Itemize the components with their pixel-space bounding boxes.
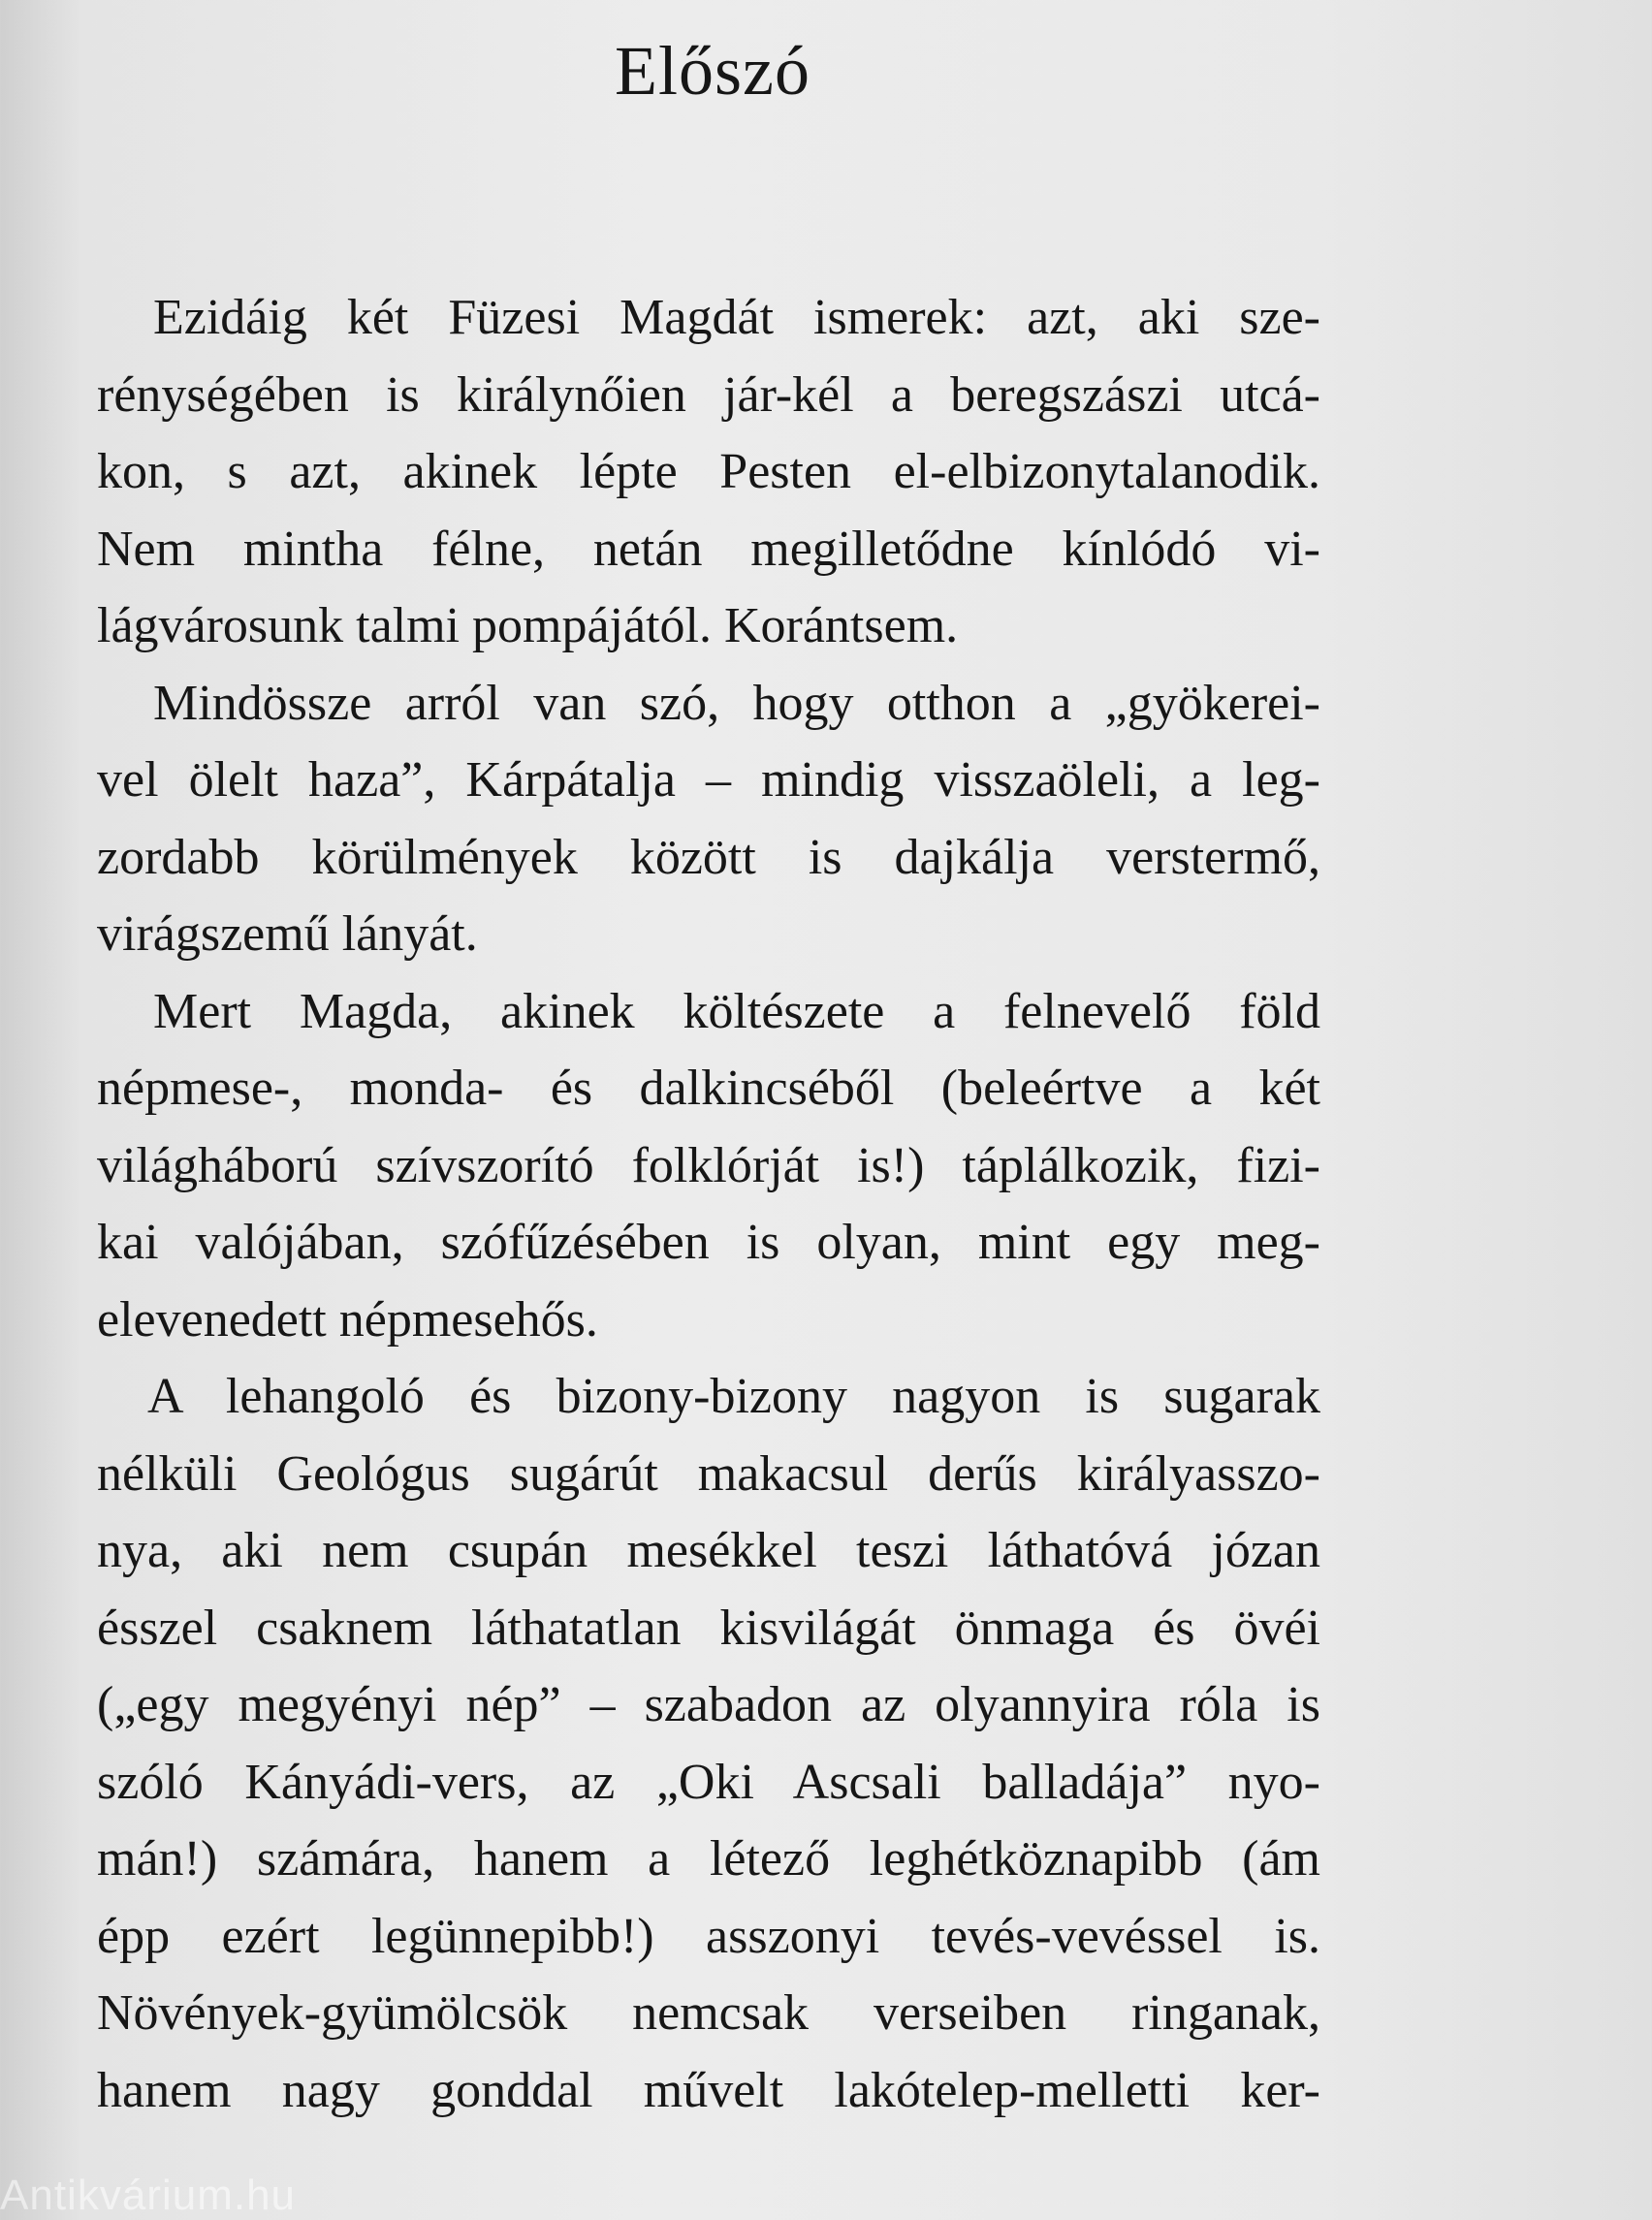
text-line: kai valójában, szófűzésében is olyan, mint egy meg- xyxy=(97,1215,1320,1270)
text-line: rénységében is királynőien jár-kél a beregszászi utcá- xyxy=(97,366,1320,423)
text-line: nya, aki nem csupán mesékkel teszi láthatóvá józan xyxy=(97,1523,1320,1578)
text-line: ésszel csaknem láthatatlan kisvilágát önmaga és övéi xyxy=(97,1600,1320,1656)
text-line: kon, s azt, akinek lépte Pesten el-elbizonytalanodik. xyxy=(97,444,1320,499)
text-line: világháború szívszorító folklórját is!) táplálkozik, fizi- xyxy=(97,1137,1320,1193)
text-line: virágszemű lányát. xyxy=(97,906,478,962)
paragraph xyxy=(97,279,1320,665)
page-title: Előszó xyxy=(615,32,810,110)
text-line: („egy megyényi nép” – szabadon az olyannyira róla is xyxy=(97,1677,1320,1732)
text-line: nélküli Geológus sugárút makacsul derűs királyasszo- xyxy=(97,1445,1320,1502)
text-line: elevenedett népmesehős. xyxy=(97,1291,598,1348)
text-line: Növények-gyümölcsök nemcsak verseiben ringanak, xyxy=(97,1985,1320,2041)
paragraph xyxy=(97,973,1320,1359)
body-text xyxy=(97,279,1320,2129)
text-line: Ezidáig két Füzesi Magdát ismerek: azt, aki sze- xyxy=(153,290,1320,345)
text-line: Mert Magda, akinek költészete a felnevelő föld xyxy=(153,983,1320,1039)
text-line: Mindössze arról van szó, hogy otthon a „gyökerei- xyxy=(153,675,1320,731)
text-line: lágvárosunk talmi pompájától. Korántsem. xyxy=(97,598,959,653)
text-line: népmese-, monda- és dalkincséből (beleértve a két xyxy=(97,1061,1320,1116)
text-line: zordabb körülmények között is dajkálja verstermő, xyxy=(97,829,1320,885)
text-line: Nem mintha félne, netán megilletődne kínlódó vi- xyxy=(97,521,1320,577)
paragraph xyxy=(97,1358,1320,2129)
text-line: vel ölelt haza”, Kárpátalja – mindig visszaöleli, a leg- xyxy=(97,752,1320,808)
watermark: Antikvárium.hu xyxy=(0,2172,297,2219)
text-line: szóló Kányádi-vers, az „Oki Ascsali balladája” nyo- xyxy=(97,1754,1320,1810)
text-line: épp ezért legünnepibb!) asszonyi tevés-vevéssel is. xyxy=(97,1908,1320,1964)
text-line: A lehangoló és bizony-bizony nagyon is sugarak xyxy=(147,1369,1320,1424)
paragraph xyxy=(97,665,1320,973)
text-line: hanem nagy gonddal művelt lakótelep-melletti ker- xyxy=(97,2062,1320,2118)
text-line: mán!) számára, hanem a létező leghétköznapibb (ám xyxy=(97,1831,1320,1887)
